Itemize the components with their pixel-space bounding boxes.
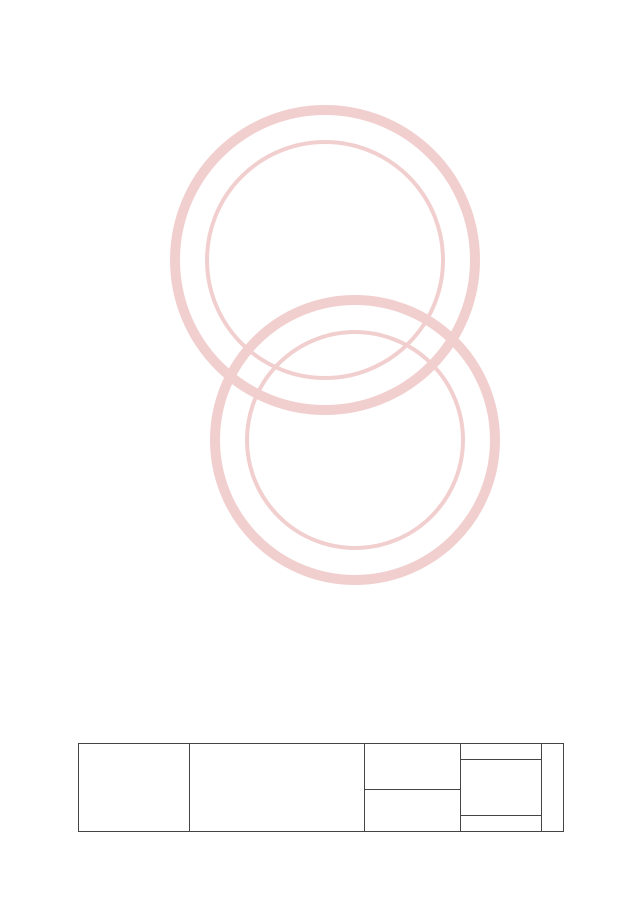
footer-title-cell [189, 744, 365, 831]
document-body [78, 40, 568, 111]
footer-date-cell [364, 744, 461, 831]
do-not-copy-watermark [95, 60, 615, 620]
footer-blank-cell [79, 744, 190, 831]
footer-doc-cell [460, 744, 542, 831]
document-footer-table [78, 743, 564, 832]
